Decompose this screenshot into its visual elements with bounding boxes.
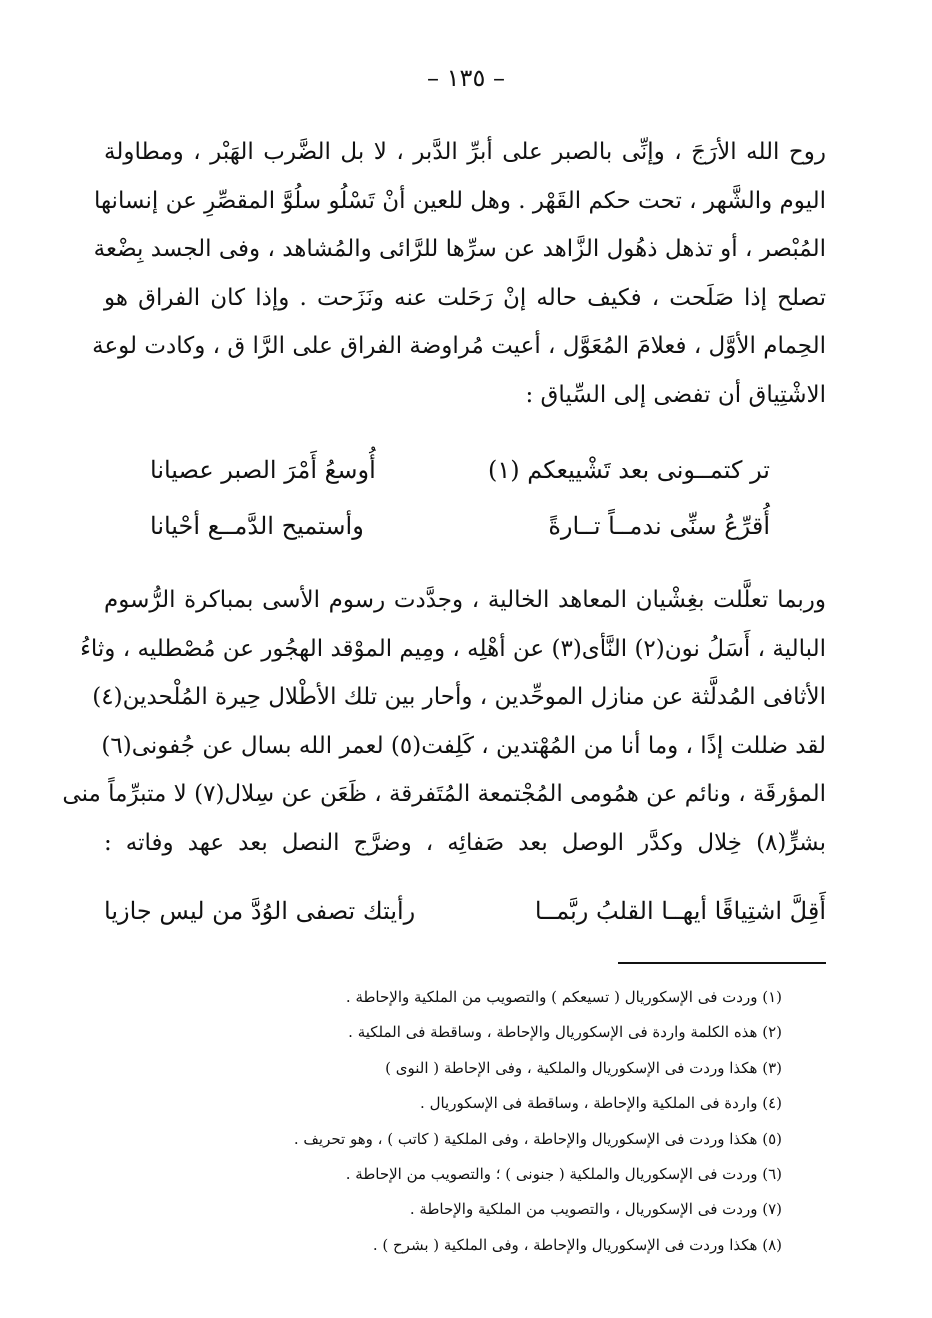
text-line: بشرٍّ(٨) خِلال وكدَّر الوصل بعد صَفائِه ، وضرَّج النصل بعد عهد وفاته : <box>104 829 826 856</box>
text-line: وربما تعلَّلت بغِشْيان المعاهد الخالية ، وجدَّدت رسوم الأسى بمباكرة الرُّسوم <box>104 587 826 613</box>
verse-hemistich-second: أُوسعُ أَمْرَ الصبر عصيانا <box>150 456 376 484</box>
footnote: (٣) هكذا وردت فى الإسكوريال والملكية ، وفى الإحاطة ( النوى ) <box>385 1058 782 1077</box>
footnote: (٦) وردت فى الإسكوريال والملكية ( جنونى ) ؛ والتصويب من الإحاطة . <box>345 1164 782 1183</box>
paragraph-1 <box>92 128 826 420</box>
text-line: تصلح إذا صَلَحت ، فكيف حاله إنْ رَحَلت عنه ونَزَحت . وإذا كان الفراق هو <box>104 284 826 311</box>
text-line: الحِمام الأوَّل ، فعلامَ المُعَوَّل ، أعيت مُراوضة الفراق على الرَّا ق ، وكادت لوعة <box>92 333 826 360</box>
text-line: المؤرقَة ، ونائم عن همُومى المُجْتمعة المُتَفرقة ، ظَعَن عن سِلال(٧) لا متبرِّماً منى <box>62 781 826 808</box>
verse-line <box>150 442 770 498</box>
footnotes <box>150 980 782 1263</box>
footnote: (٢) هذه الكلمة واردة فى الإسكوريال والإحاطة ، وساقطة فى الملكية . <box>348 1023 782 1042</box>
footnote: (٤) واردة فى الملكية والإحاطة ، وساقطة فى الإسكوريال . <box>420 1094 782 1113</box>
text-line: روح الله الأرَجَ ، وإنِّى بالصبر على أبرِّ الدَّبر ، لا بل الضَّرب الهَبْر ، ومطاولة <box>104 139 826 165</box>
page-number: – ١٣٥ – <box>427 64 505 92</box>
verse-hemistich-first: تر كتمــونى بعد تَشْييعكم (١) <box>488 456 770 484</box>
verse-hemistich-first: أَقِلَّ اشتِياقًا أيهــا القلبُ ربَّمــا <box>534 897 826 925</box>
footnote: (١) وردت فى الإسكوريال ( تسيعكم ) والتصويب من الملكية والإحاطة . <box>345 988 782 1006</box>
verse-hemistich-second: رأيتك تصفى الوُدَّ من ليس جازيا <box>104 897 416 925</box>
text-line: لقد ضللت إذًا ، وما أنا من المُهْتدين ، كَلِفت(٥) لعمر الله بسال عن جُفونى(٦) <box>101 732 826 759</box>
footnote: (٨) هكذا وردت فى الإسكوريال والإحاطة ، وفى الملكية ( بشرح ) . <box>372 1235 782 1254</box>
verse-line <box>104 883 826 939</box>
text-line: الاشْتِياق أن تفضى إلى السِّياق : <box>525 381 826 408</box>
verse-block-2 <box>104 883 826 939</box>
footnote: (٧) وردت فى الإسكوريال ، والتصويب من الملكية والإحاطة . <box>409 1200 782 1219</box>
verse-line <box>150 498 770 554</box>
verse-hemistich-first: أُقرِّعُ سنِّى ندمــاً تــارةً <box>548 512 770 540</box>
verse-block-1 <box>150 442 770 554</box>
footnote: (٥) هكذا وردت فى الإسكوريال والإحاطة ، وفى الملكية ( كاتب ) ، وهو تحريف . <box>293 1129 782 1148</box>
footnote-separator <box>618 962 826 964</box>
verse-hemistich-second: وأستميح الدَّمــع أحْيانا <box>150 512 364 540</box>
text-line: الأثافى المُدلَّثة عن منازل الموحِّدين ، وأحار بين تلك الأطْلال حِيرة المُلْحدين(٤) <box>92 684 826 711</box>
text-line: المُبْصر ، أو تذهل ذهُول الزَّاهد عن سرِّها للرَّائى والمُشاهد ، وفى الجسد بِضْعة <box>93 236 826 263</box>
text-line: البالية ، أَسَلُ نون(٢) النَّأى(٣) عن أهْلِه ، ومِيم الموْقد الهجُور عن مُصْطليه ، وثاءُ <box>80 635 826 662</box>
text-line: اليوم والشَّهر ، تحت حكم القَهْر . وهل للعين أنْ تَسْلُو سلُوَّ المقصِّرِ عن إنسانها <box>93 187 826 214</box>
paragraph-2 <box>62 576 826 868</box>
